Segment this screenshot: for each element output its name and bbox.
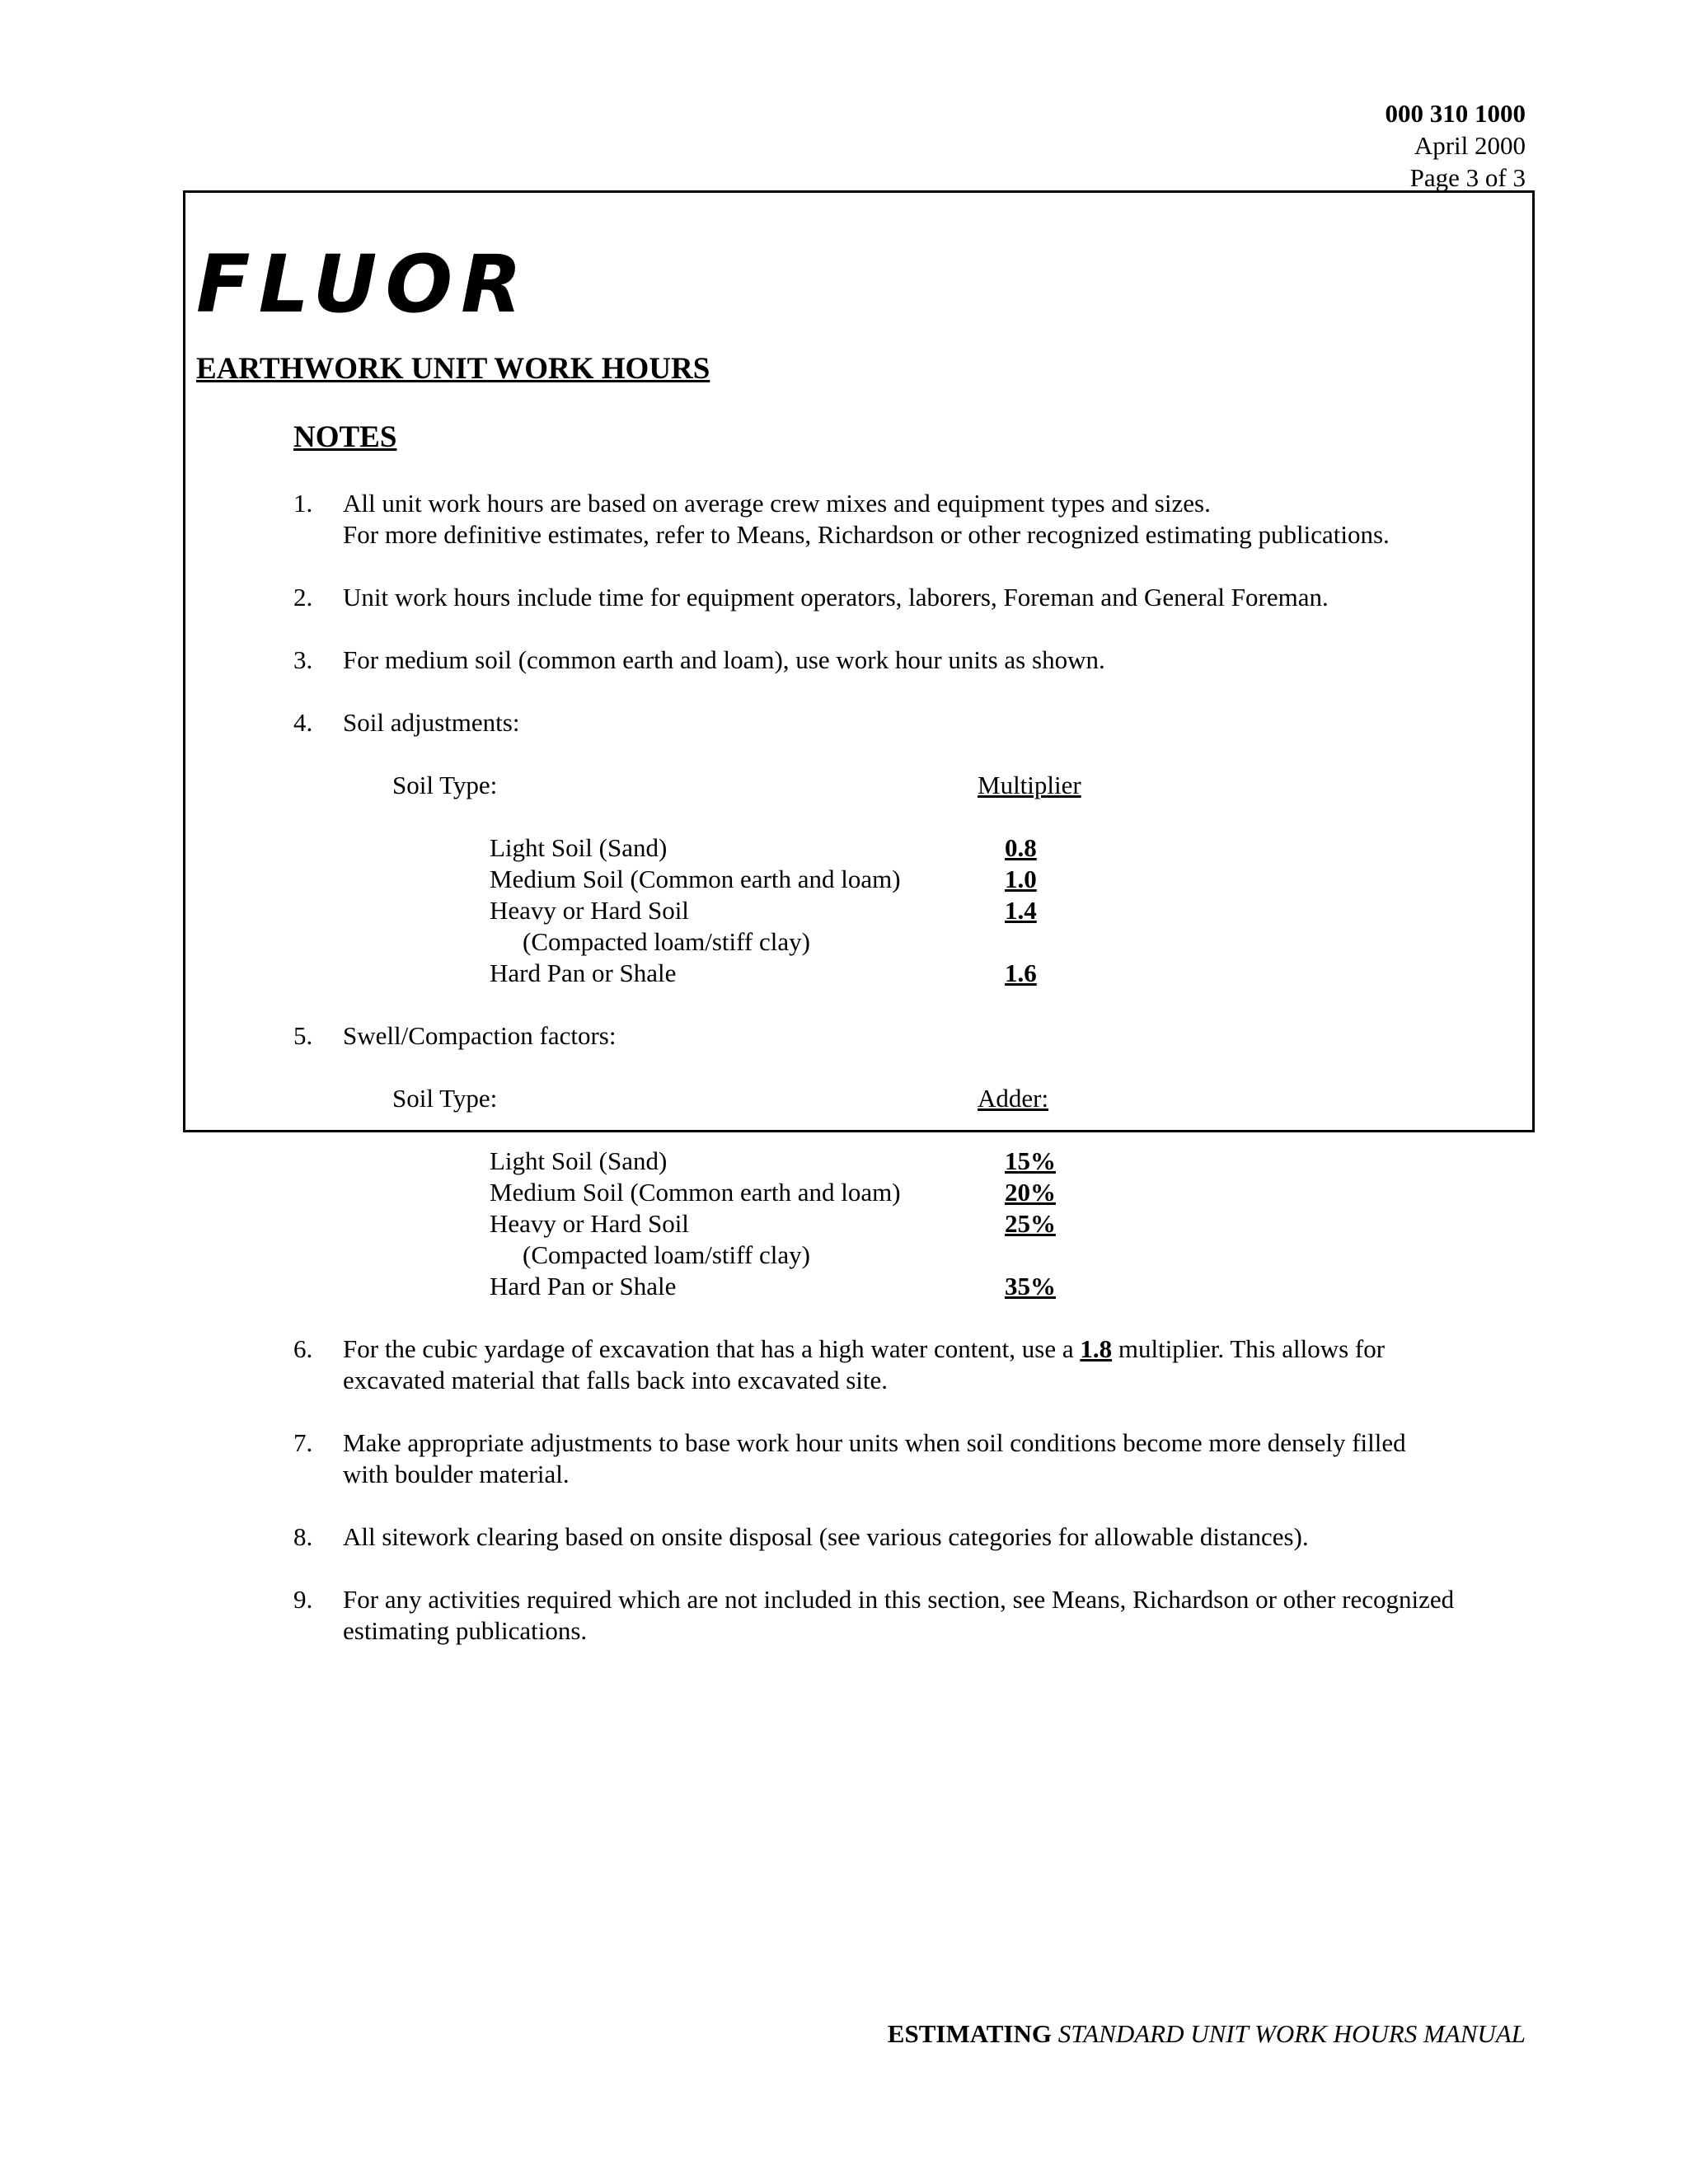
note-line: estimating publications. (343, 1616, 588, 1645)
note-line: All sitework clearing based on onsite disposal (see various categories for allowable distances). (343, 1522, 1309, 1551)
soil-row-label: (Compacted loam/stiff clay) (523, 927, 810, 956)
high-water-multiplier: 1.8 (1080, 1334, 1113, 1363)
note-text (343, 488, 1530, 551)
note-line: For more definitive estimates, refer to Means, Richardson or other recognized estimating publications. (343, 520, 1390, 549)
swell-row-label: Light Soil (Sand) (490, 1146, 668, 1175)
note-number: 2. (293, 583, 313, 612)
note-line: Soil adjustments: (343, 708, 520, 737)
soil-row-label: Light Soil (Sand) (490, 833, 668, 862)
page-indicator: Page 3 of 3 (1409, 163, 1526, 192)
note-line: excavated material that falls back into excavated site. (343, 1366, 889, 1394)
note-text (343, 644, 1530, 676)
note-text-segment: multiplier. This allows for (1112, 1334, 1386, 1363)
note-line (343, 1333, 1530, 1365)
note-number: 7. (293, 1428, 313, 1457)
swell-row-label: Hard Pan or Shale (490, 1272, 677, 1301)
swell-row-label: Heavy or Hard Soil (490, 1209, 689, 1238)
fluor-logo: FLUOR (196, 238, 530, 330)
note-number: 4. (293, 708, 313, 737)
note-text (343, 707, 1530, 738)
swell-row-label: Medium Soil (Common earth and loam) (490, 1178, 901, 1207)
note-number: 6. (293, 1334, 313, 1363)
multiplier-column-header: Multiplier (978, 771, 1081, 799)
swell-row-value: 15% (1005, 1146, 1056, 1175)
swell-row-value: 25% (1005, 1209, 1056, 1238)
note-line: Make appropriate adjustments to base work hour units when soil conditions become more densely filled (343, 1428, 1406, 1457)
note-line: with boulder material. (343, 1460, 570, 1488)
note-number: 3. (293, 645, 313, 674)
notes-heading: NOTES (293, 420, 397, 454)
note-line: For any activities required which are not included in this section, see Means, Richardson or other recognized (343, 1585, 1455, 1614)
swell-row-label: (Compacted loam/stiff clay) (523, 1240, 810, 1269)
soil-row-value: 1.4 (1005, 896, 1037, 925)
note-number: 9. (293, 1585, 313, 1614)
soil-row-label: Heavy or Hard Soil (490, 896, 689, 925)
soil-row-label: Medium Soil (Common earth and loam) (490, 865, 901, 893)
note-line: For medium soil (common earth and loam), use work hour units as shown. (343, 645, 1105, 674)
note-number: 1. (293, 489, 313, 518)
document-number: 000 310 1000 (1385, 99, 1526, 128)
swell-row-value: 20% (1005, 1178, 1056, 1207)
soil-row-label: Hard Pan or Shale (490, 958, 677, 987)
soil-row-value: 1.0 (1005, 865, 1037, 893)
page-footer (888, 2018, 1526, 2050)
note-text (343, 582, 1530, 613)
note-text (343, 1020, 1530, 1052)
document-header (1386, 97, 1526, 194)
document-date: April 2000 (1414, 131, 1526, 160)
note-text (343, 1584, 1530, 1647)
soil-type-label: Soil Type: (392, 1084, 498, 1113)
note-line: All unit work hours are based on average crew mixes and equipment types and sizes. (343, 489, 1211, 518)
section-title: EARTHWORK UNIT WORK HOURS (196, 352, 710, 386)
note-number: 5. (293, 1021, 313, 1050)
note-text-segment: For the cubic yardage of excavation that has a high water content, use a (343, 1334, 1081, 1363)
note-text (343, 1427, 1530, 1490)
note-line: Unit work hours include time for equipment operators, laborers, Foreman and General Foreman. (343, 583, 1329, 612)
adder-column-header: Adder: (978, 1084, 1049, 1113)
swell-row-value: 35% (1005, 1272, 1056, 1301)
footer-estimating: ESTIMATING (887, 2019, 1053, 2048)
note-number: 8. (293, 1522, 313, 1551)
note-text (343, 1333, 1530, 1396)
soil-type-label: Soil Type: (392, 771, 498, 799)
note-line: Swell/Compaction factors: (343, 1021, 617, 1050)
soil-row-value: 0.8 (1005, 833, 1037, 862)
soil-row-value: 1.6 (1005, 958, 1037, 987)
note-text (343, 1521, 1530, 1553)
footer-manual-title: STANDARD UNIT WORK HOURS MANUAL (1057, 2019, 1526, 2048)
